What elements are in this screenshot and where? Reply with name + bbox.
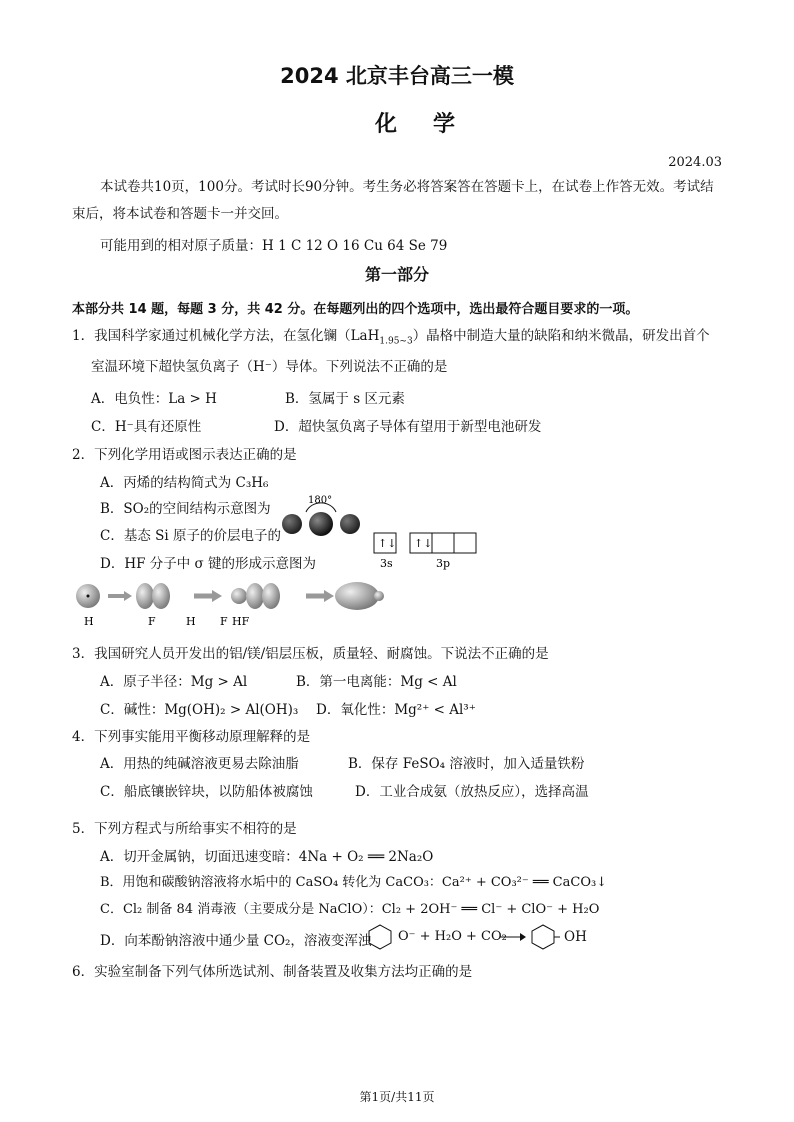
q2-stem: 2．下列化学用语或图示表达正确的是 (72, 447, 297, 463)
arrow-1-head (124, 591, 132, 601)
exam-date: 2024.03 (668, 155, 722, 170)
q1-stem-line2: 室温环境下超快氢负离子（H⁻）导体。下列说法不正确的是 (91, 359, 448, 375)
hf-h-end (374, 591, 384, 601)
electron-pair-3s: ↑↓ (378, 537, 397, 550)
orbital-box-3p-3 (454, 533, 476, 553)
orbital-label-3s: 3s (380, 557, 393, 570)
instructions-text: 本试卷共10页，100分。考试时长90分钟。考生务必将答案答在答题卡上，在试卷上作答无效。考试结束后，将本试卷和答题卡一并交回。 (72, 179, 714, 222)
so2-structure-diagram (278, 490, 364, 536)
orbital-box-3p-2 (432, 533, 454, 553)
benzene-ring-icon (365, 922, 395, 952)
orbital-label-3p: 3p (436, 557, 451, 570)
section-title: 第一部分 (364, 265, 429, 284)
sulfur-atom (309, 512, 333, 536)
q4-stem: 4．下列事实能用平衡移动原理解释的是 (72, 729, 311, 745)
q1-option-c: C．H⁻具有还原性 (91, 419, 202, 435)
q6-stem: 6．实验室制备下列气体所选试剂、制备装置及收集方法均正确的是 (72, 964, 473, 980)
f-lobe-approach-right (262, 583, 280, 609)
label-h: H (84, 615, 94, 628)
q1-stem-line1 (72, 324, 710, 347)
q1-option-b: B．氢属于 s 区元素 (285, 391, 405, 407)
reaction-arrow-icon (498, 930, 526, 944)
h-orbital-approach (231, 588, 247, 604)
exam-title: 2024 北京丰台高三一模 (280, 64, 514, 88)
q3-option-a: A．原子半径：Mg > Al (100, 674, 248, 690)
q4-option-b: B．保存 FeSO₄ 溶液时，加入适量铁粉 (348, 756, 585, 772)
q2-option-a: A．丙烯的结构简式为 C₃H₆ (100, 475, 269, 491)
q4-option-c: C．船底镶嵌锌块，以防船体被腐蚀 (100, 784, 313, 800)
electron-pair-3p: ↑↓ (414, 537, 433, 550)
q5-option-d-reactants: O⁻ + H₂O + CO₂ (398, 929, 507, 944)
q5-option-c: C．Cl₂ 制备 84 消毒液（主要成分是 NaClO）：Cl₂ + 2OH⁻ ══ Cl⁻ + ClO⁻ + H₂O (100, 902, 600, 917)
si-orbital-diagram (372, 532, 484, 570)
q5-option-d-product: OH (564, 929, 587, 945)
phenol-ring-icon (528, 922, 558, 952)
label-hf: HF (232, 615, 250, 628)
label-f: F (148, 615, 156, 628)
f-lobe-approach-left (246, 583, 264, 609)
q1-stem-part2: ）晶格中制造大量的缺陷和纳米微晶，研发出首个 (412, 328, 710, 344)
q1-stem-sub: 1.95~3 (379, 336, 413, 347)
hf-sigma-orbital (335, 582, 379, 610)
subject-title: 化学 (374, 112, 491, 137)
label-f-2: F (220, 615, 228, 628)
q3-option-b: B．第一电离能：Mg < Al (296, 674, 457, 690)
q5-stem: 5．下列方程式与所给事实不相符的是 (72, 821, 297, 837)
q4-option-d: D．工业合成氨（放热反应），选择高温 (355, 784, 589, 800)
q2-option-b: B．SO₂的空间结构示意图为 (100, 501, 271, 517)
q5-option-b: B．用饱和碳酸钠溶液将水垢中的 CaSO₄ 转化为 CaCO₃：Ca²⁺ + CO₃²⁻ ══ CaCO₃↓ (100, 875, 608, 890)
arrow-3-head (324, 590, 334, 602)
q3-option-d: D．氧化性：Mg²⁺ < Al³⁺ (316, 702, 476, 718)
atomic-mass-line: 可能用到的相对原子质量：H 1 C 12 O 16 Cu 64 Se 79 (100, 238, 448, 254)
q1-stem-part1: 1．我国科学家通过机械化学方法，在氢化镧（LaH (72, 328, 380, 344)
oxygen-atom-right (340, 514, 360, 534)
q2-option-c: C．基态 Si 原子的价层电子的 (100, 528, 281, 544)
bond-angle-label: 180° (308, 495, 333, 506)
q1-option-a: A．电负性：La > H (91, 391, 217, 407)
h-nucleus (87, 595, 90, 598)
q3-option-c: C．碱性：Mg(OH)₂ > Al(OH)₃ (100, 702, 299, 718)
section-description: 本部分共 14 题，每题 3 分，共 42 分。在每题列出的四个选项中，选出最符合题目要求的一项。 (72, 302, 639, 317)
q4-option-a: A．用热的纯碱溶液更易去除油脂 (100, 756, 299, 772)
q2-option-d: D．HF 分子中 σ 键的形成示意图为 (100, 556, 317, 572)
q5-option-a: A．切开金属钠，切面迅速变暗：4Na + O₂ ══ 2Na₂O (100, 849, 434, 865)
f-p-lobe-right (152, 583, 170, 609)
oxygen-atom-left (282, 514, 302, 534)
q5-option-d-text: D．向苯酚钠溶液中通少量 CO₂，溶液变浑浊 (100, 933, 372, 949)
page-number: 第1页/共11页 (359, 1090, 435, 1104)
q1-option-d: D．超快氢负离子导体有望用于新型电池研发 (274, 419, 542, 435)
hf-sigma-bond-diagram (74, 578, 394, 630)
arrow-2-head (212, 590, 222, 602)
label-h-2: H (186, 615, 196, 628)
q3-stem: 3．我国研究人员开发出的铝/镁/铝层压板，质量轻、耐腐蚀。下说法不正确的是 (72, 646, 549, 662)
f-p-lobe-left (136, 583, 154, 609)
